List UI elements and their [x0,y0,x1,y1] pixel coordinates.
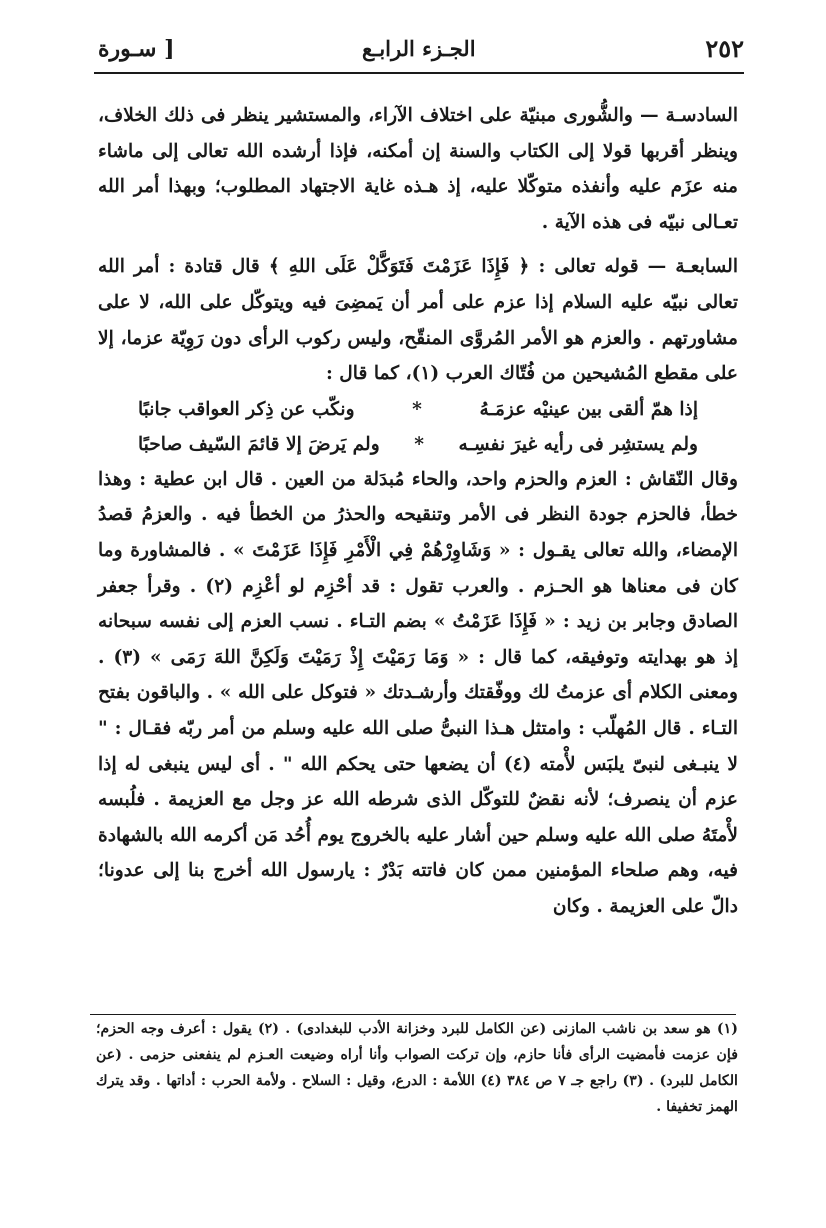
paragraph-sixth: السادسـة — والشُّورى مبنيّة على اختلاف الآراء، والمستشير ينظر فى ذلك الخلاف، وينظر أقربها قولا إلى الكتاب والسنة إن أمكنه، فإذا أرشده الله تعالى إلى ماشاء منه عزَم عليه وأنفذه متوكّلا عليه، إذ هـذه غاية الاجتهاد المطلوب؛ وبهذا أمر الله تعـالى نبيّه فى هذه الآية . [98,105,738,233]
verse-hemistich: ونكّب عن ذِكر العواقب جانبًا [138,398,355,420]
paragraph-naqqash: وقال النّقاش : العزم والحزم واحد، والحاء مُبدَلة من العين . قال ابن عطية : وهذا خطأ، فالحزم جودة النظر فى الأمر وتنقيحه والحذرُ من الخطأ فيه . والعزمُ قصدُ الإمضاء، والله تعالى يقـول : « وَشَاوِرْهُمْ فِي الْأَمْرِ فَإِذَا عَزَمْتَ » . فالمشاورة وما كان فى معناها هو الحـزم . والعرب تقول : قد أحْزِم لو أعْزِم (٢) . وقرأ جعفر الصادق وجابر بن زيد : « فَإِذَا عَزَمْتُ » بضم التـاء . نسب العزم إلى نفسه سبحانه إذ هو بهدايته وتوفيقه، كما قال : « وَمَا رَمَيْتَ إِذْ رَمَيْتَ وَلَكِنَّ اللهَ رَمَى » (٣) . ومعنى الكلام أى عزمتُ لك ووفّقتك وأرشـدتك « فتوكل على الله » . والباقون بفتح التـاء . قال المُهلّب : وامتثل هـذا النبىُّ صلى الله عليه وسلم من أمر ربّه فقـال : " لا ينبـغى لنبىّ يلبَس لأْمته (٤) أن يضعها حتى يحكم الله " . أى ليس ينبغى له إذا عزم أن ينصرف؛ لأنه نقضٌ للتوكّل الذى شرطه الله عز وجل مع العزيمة . فلُبسه لأْمتَهُ صلى الله عليه وسلم حين أشار عليه بالخروج يوم أُحُد مَن أكرمه الله بالشهادة فيه، وهم صلحاء المؤمنين ممن كان فاتته بَدْرٌ : يارسول الله أخرج بنا إلى عدونا؛ دالّ على العزيمة . وكان [98,468,738,917]
verse-hemistich: إذا همّ ألقى بين عينيْه عزمَـهُ [479,398,698,420]
verse-line [138,427,698,462]
verse-separator: * [412,398,422,420]
verse-hemistich: ولم يَرضَ إلا قائمَ السّيف صاحبًا [138,433,380,455]
verse-line [138,392,698,427]
page-header [92,30,744,74]
header-divider [94,72,744,74]
page-number: ٢٥٢ [705,34,744,63]
footnote-divider [90,1014,736,1015]
footnote-text: (١) هو سعد بن ناشب المازنى (عن الكامل للبرد وخزانة الأدب للبغدادى) . (٢) يقول : أعرف وجه الحزم؛ فإن عزمت فأمضيت الرأى فأنا حازم، وإن تركت الصواب وأنا أراه وضيعت العـزم لم ينفعنى حزمى . (عن الكامل للبرد) . (٣) راجع جـ ٧ ص ٣٨٤ (٤) اللأمة : الدرع، وقيل : السلاح . ولأمة الحرب : أداتها . وقد يترك الهمز تخفيفا . [96,1021,739,1115]
main-text [98,98,738,924]
poem-verse [138,392,698,462]
footnotes [96,1016,738,1120]
surah-label: سـورة ] [98,36,175,62]
part-title: الجـزء الرابـع [362,36,476,61]
paragraph-seventh: السابعـة — قوله تعالى : ﴿ فَإِذَا عَزَمْتَ فَتَوَكَّلْ عَلَى اللهِ ﴾ قال قتادة : أمر الله تعالى نبيّه عليه السلام إذا عزم على أمر أن يَمضِىَ فيه ويتوكّل على الله، لا على مشاورتهم . والعزم هو الأمر المُروَّى المنقّح، وليس ركوب الرأى دون رَوِيّة عزما، إلا على مقطع المُشيحين من فُتّاك العرب (١)، كما قال : [98,256,738,385]
verse-hemistich: ولم يستشِر فى رأيه غيرَ نفسِـه [458,433,698,455]
verse-separator: * [414,433,424,455]
